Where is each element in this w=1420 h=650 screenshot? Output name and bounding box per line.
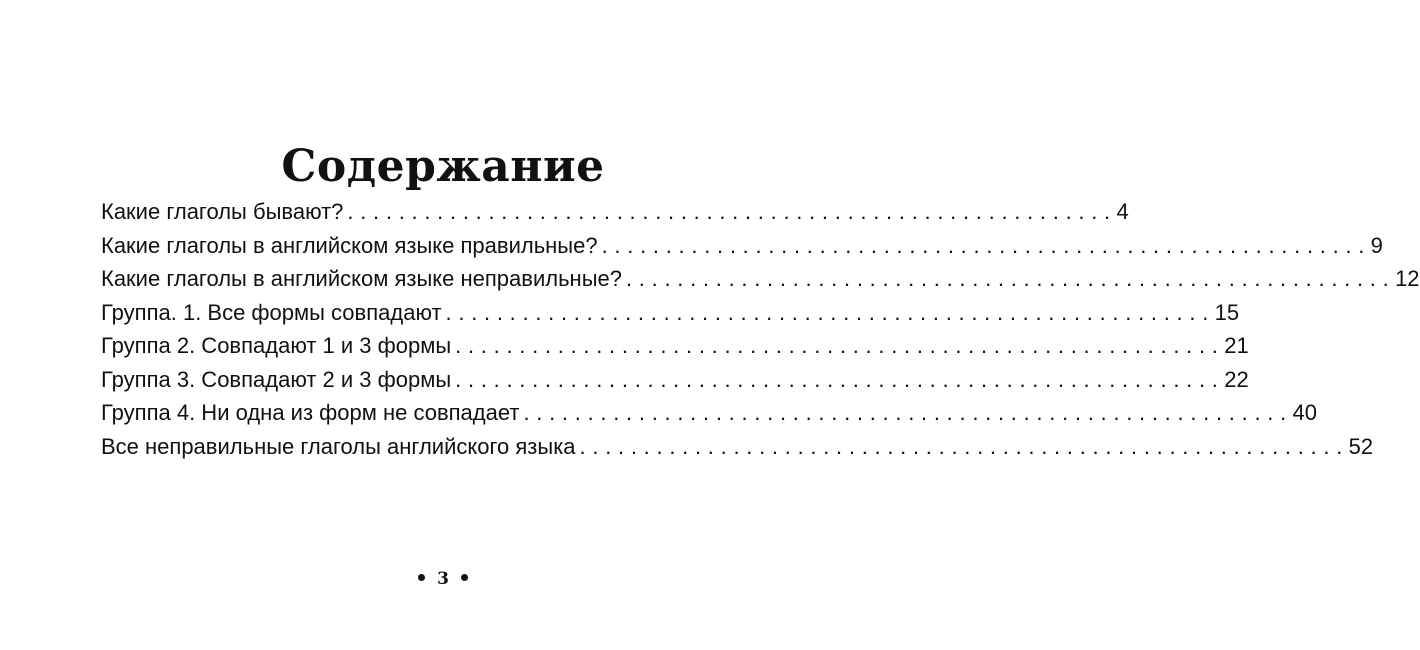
toc-entry-title: Какие глаголы бывают?: [101, 199, 344, 224]
toc-entry[interactable]: [101, 296, 1240, 330]
toc-entry-title: Все неправильные глаголы английского языка: [101, 433, 576, 459]
toc-entry-title: Группа 3. Совпадают 2 и 3 формы: [101, 366, 452, 392]
toc-entry-title: Группа 2. Совпадают 1 и 3 формы: [101, 333, 452, 358]
toc-entry-page: 4: [1116, 199, 1129, 224]
toc-entry-page: 9: [1370, 232, 1383, 258]
toc-entry[interactable]: [101, 229, 1383, 263]
toc-entry-page: 40: [1292, 400, 1318, 425]
table-of-contents: [101, 195, 1420, 463]
toc-dot-leader: . . . . . . . . . . . . . . . . . . . . . . . . . . . . . . . . . . . . . . . . . . . . . . . . . . . . . . . . . . . .: [445, 299, 1209, 325]
toc-entry[interactable]: [101, 262, 1420, 296]
toc-entry[interactable]: [101, 430, 1374, 464]
bullet-dot-icon: [461, 574, 468, 581]
toc-entry-title: Какие глаголы в английском языке неправильные?: [101, 266, 622, 291]
toc-entry-title: Какие глаголы в английском языке правильные?: [101, 232, 598, 258]
page-number: 3: [437, 569, 449, 589]
toc-dot-leader: . . . . . . . . . . . . . . . . . . . . . . . . . . . . . . . . . . . . . . . . . . . . . . . . . . . . . . . . . . . .: [455, 366, 1219, 392]
page-title: Содержание: [281, 141, 605, 193]
toc-entry[interactable]: [101, 396, 1318, 430]
bullet-dot-icon: [418, 574, 425, 581]
toc-dot-leader: . . . . . . . . . . . . . . . . . . . . . . . . . . . . . . . . . . . . . . . . . . . . . . . . . . . . . . . . . . . .: [523, 400, 1287, 425]
page-footer: [0, 566, 886, 592]
toc-entry-page: 22: [1224, 366, 1249, 392]
toc-entry[interactable]: [101, 195, 1129, 229]
toc-dot-leader: . . . . . . . . . . . . . . . . . . . . . . . . . . . . . . . . . . . . . . . . . . . . . . . . . . . . . . . . . . . .: [579, 433, 1343, 459]
toc-dot-leader: . . . . . . . . . . . . . . . . . . . . . . . . . . . . . . . . . . . . . . . . . . . . . . . . . . . . . . . . . . . .: [625, 266, 1390, 291]
toc-dot-leader: . . . . . . . . . . . . . . . . . . . . . . . . . . . . . . . . . . . . . . . . . . . . . . . . . . . . . . . . . . . .: [347, 199, 1111, 224]
toc-entry-page: 15: [1214, 299, 1240, 325]
toc-dot-leader: . . . . . . . . . . . . . . . . . . . . . . . . . . . . . . . . . . . . . . . . . . . . . . . . . . . . . . . . . . . .: [455, 333, 1219, 358]
toc-entry-title: Группа. 1. Все формы совпадают: [101, 299, 442, 325]
toc-dot-leader: . . . . . . . . . . . . . . . . . . . . . . . . . . . . . . . . . . . . . . . . . . . . . . . . . . . . . . . . . . . .: [601, 232, 1365, 258]
toc-entry[interactable]: [101, 363, 1249, 397]
toc-entry-page: 12: [1395, 266, 1420, 291]
toc-entry-page: 21: [1224, 333, 1249, 358]
toc-entry-title: Группа 4. Ни одна из форм не совпадает: [101, 400, 520, 425]
toc-entry[interactable]: [101, 329, 1249, 363]
toc-entry-page: 52: [1348, 433, 1374, 459]
